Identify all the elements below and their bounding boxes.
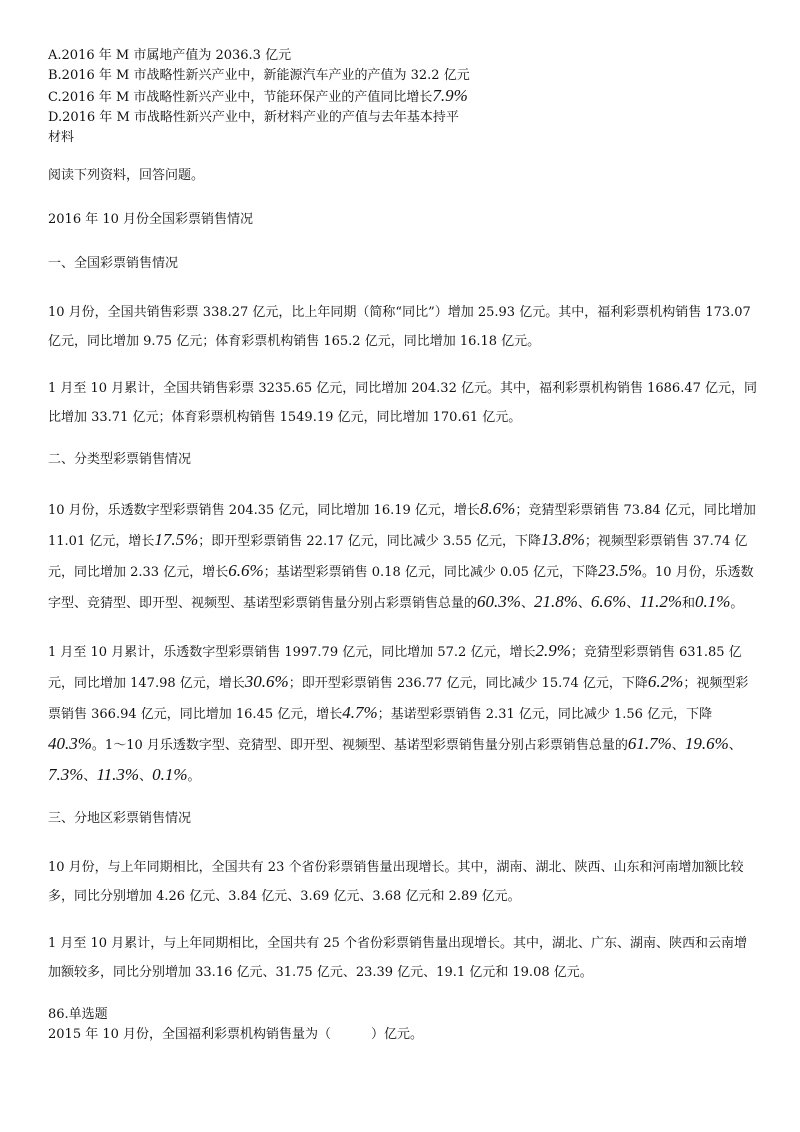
percent-value: 23.5%	[598, 561, 642, 580]
percent-value: 4.7%	[342, 703, 378, 722]
question-stem	[48, 1025, 758, 1045]
option-a[interactable]: A.2016 年 M 市属地产值为 2036.3 亿元	[48, 48, 292, 63]
text-run: 。	[187, 769, 201, 784]
text-run: 、	[139, 769, 153, 784]
percent-value: 6.6%	[228, 561, 264, 580]
text-run: 、	[728, 738, 742, 753]
option-c-value: 7.9%	[432, 86, 468, 105]
reading-instruction: 阅读下列资料，回答问题。	[48, 168, 205, 183]
option-d[interactable]: D.2016 年 M 市战略性新兴产业中，新材料产业的产值与去年基本持平	[48, 110, 459, 125]
share-value: 60.3%	[477, 592, 521, 611]
share-value: 19.6%	[684, 734, 729, 753]
share-value: 11.3%	[96, 765, 140, 784]
percent-value: 17.5%	[154, 530, 199, 549]
share-value: 6.6%	[590, 592, 627, 611]
option-c[interactable]	[48, 86, 758, 108]
text-run: ；视频型彩票销售 366.94 亿元，同比增加 16.45 亿元，增长	[48, 676, 749, 722]
text-run: ；基诺型彩票销售 0.18 亿元，同比减少 0.05 亿元，下降	[263, 565, 599, 580]
share-value: 0.1%	[695, 592, 731, 611]
section1-para-oct: 10 月份，全国共销售彩票 338.27 亿元，比上年同期（简称“同比”）增加 25.93 亿元。其中，福利彩票机构销售 173.07 亿元，同比增加 9.75 亿元；体育彩票机构销售 165.2 亿元，同比增加 16.18 亿元。	[48, 305, 751, 349]
share-value: 21.8%	[533, 592, 578, 611]
percent-value: 40.3%	[48, 734, 92, 753]
material-label: 材料	[48, 130, 75, 145]
section2-para-oct	[48, 494, 758, 618]
section3-para-oct: 10 月份，与上年同期相比，全国共有 23 个省份彩票销售量出现增长。其中，湖南、湖北、陕西、山东和河南增加额比较多，同比分别增加 4.26 亿元、3.84 亿元、3.69 亿元、3.68 亿元和 2.89 亿元。	[48, 860, 744, 904]
question-stem-after: ）亿元。	[371, 1027, 424, 1042]
text-run: ；基诺型彩票销售 2.31 亿元，同比减少 1.56 亿元，下降	[377, 707, 713, 722]
question-stem-before: 2015 年 10 月份，全国福利彩票机构销售量为（	[48, 1027, 332, 1042]
share-value: 0.1%	[152, 765, 188, 784]
text-run: ；即开型彩票销售 236.77 亿元，同比减少 15.74 亿元，下降	[288, 676, 648, 691]
text-run: 10 月份，乐透数字型彩票销售 204.35 亿元，同比增加 16.19 亿元，增长	[48, 503, 480, 518]
section2-heading: 二、分类型彩票销售情况	[48, 452, 192, 467]
text-run: 、	[626, 596, 640, 611]
text-run: 。10 月份，乐透数字型、竞猜型、即开型、视频型、基诺型彩票销售量分别占彩票销售总量的	[48, 565, 754, 611]
share-value: 7.3%	[48, 765, 84, 784]
section3-heading: 三、分地区彩票销售情况	[48, 811, 192, 826]
section3-para-cumulative: 1 月至 10 月累计，与上年同期相比，全国共有 25 个省份彩票销售量出现增长。其中，湖北、广东、湖南、陕西和云南增加额较多，同比分别增加 33.16 亿元、31.75 亿元、23.39 亿元、19.1 亿元和 19.08 亿元。	[48, 936, 748, 980]
percent-value: 13.8%	[540, 530, 585, 549]
text-run: 、	[671, 738, 685, 753]
text-run: 。	[730, 596, 744, 611]
text-run: ；即开型彩票销售 22.17 亿元，同比减少 3.55 亿元，下降	[198, 534, 541, 549]
text-run: 、	[577, 596, 591, 611]
text-run: ；竞猜型彩票销售 631.85 亿元，同比增加 147.98 亿元，增长	[48, 645, 742, 691]
percent-value: 6.2%	[647, 672, 684, 691]
text-run: 1 月至 10 月累计，乐透数字型彩票销售 1997.79 亿元，同比增加 57.2 亿元，增长	[48, 645, 536, 660]
material-title: 2016 年 10 月份全国彩票销售情况	[48, 212, 254, 227]
text-run: 。1～10 月乐透数字型、竞猜型、即开型、视频型、基诺型彩票销售量分别占彩票销售总量的	[91, 738, 628, 753]
document-page	[48, 46, 758, 1045]
text-run: ；视频型彩票销售 37.74 亿元，同比增加 2.33 亿元，增长	[48, 534, 748, 580]
section1-heading: 一、全国彩票销售情况	[48, 256, 179, 271]
percent-value: 30.6%	[244, 672, 289, 691]
text-run: 和	[681, 596, 695, 611]
share-value: 11.2%	[639, 592, 682, 611]
option-b[interactable]: B.2016 年 M 市战略性新兴产业中，新能源汽车产业的产值为 32.2 亿元	[48, 68, 470, 83]
section2-para-cumulative	[48, 636, 758, 791]
text-run: 、	[83, 769, 97, 784]
section1-para-cumulative: 1 月至 10 月累计，全国共销售彩票 3235.65 亿元，同比增加 204.32 亿元。其中，福利彩票机构销售 1686.47 亿元，同比增加 33.71 亿元；体育彩票机构销售 1549.19 亿元，同比增加 170.61 亿元。	[48, 381, 758, 425]
question-number: 86.单选题	[48, 1007, 108, 1022]
option-c-text: C.2016 年 M 市战略性新兴产业中，节能环保产业的产值同比增长	[48, 90, 433, 105]
text-run: 、	[520, 596, 534, 611]
percent-value: 8.6%	[479, 499, 516, 518]
percent-value: 2.9%	[535, 641, 571, 660]
text-run: ；竞猜型彩票销售 73.84 亿元，同比增加 11.01 亿元，增长	[48, 503, 756, 549]
share-value: 61.7%	[627, 734, 672, 753]
